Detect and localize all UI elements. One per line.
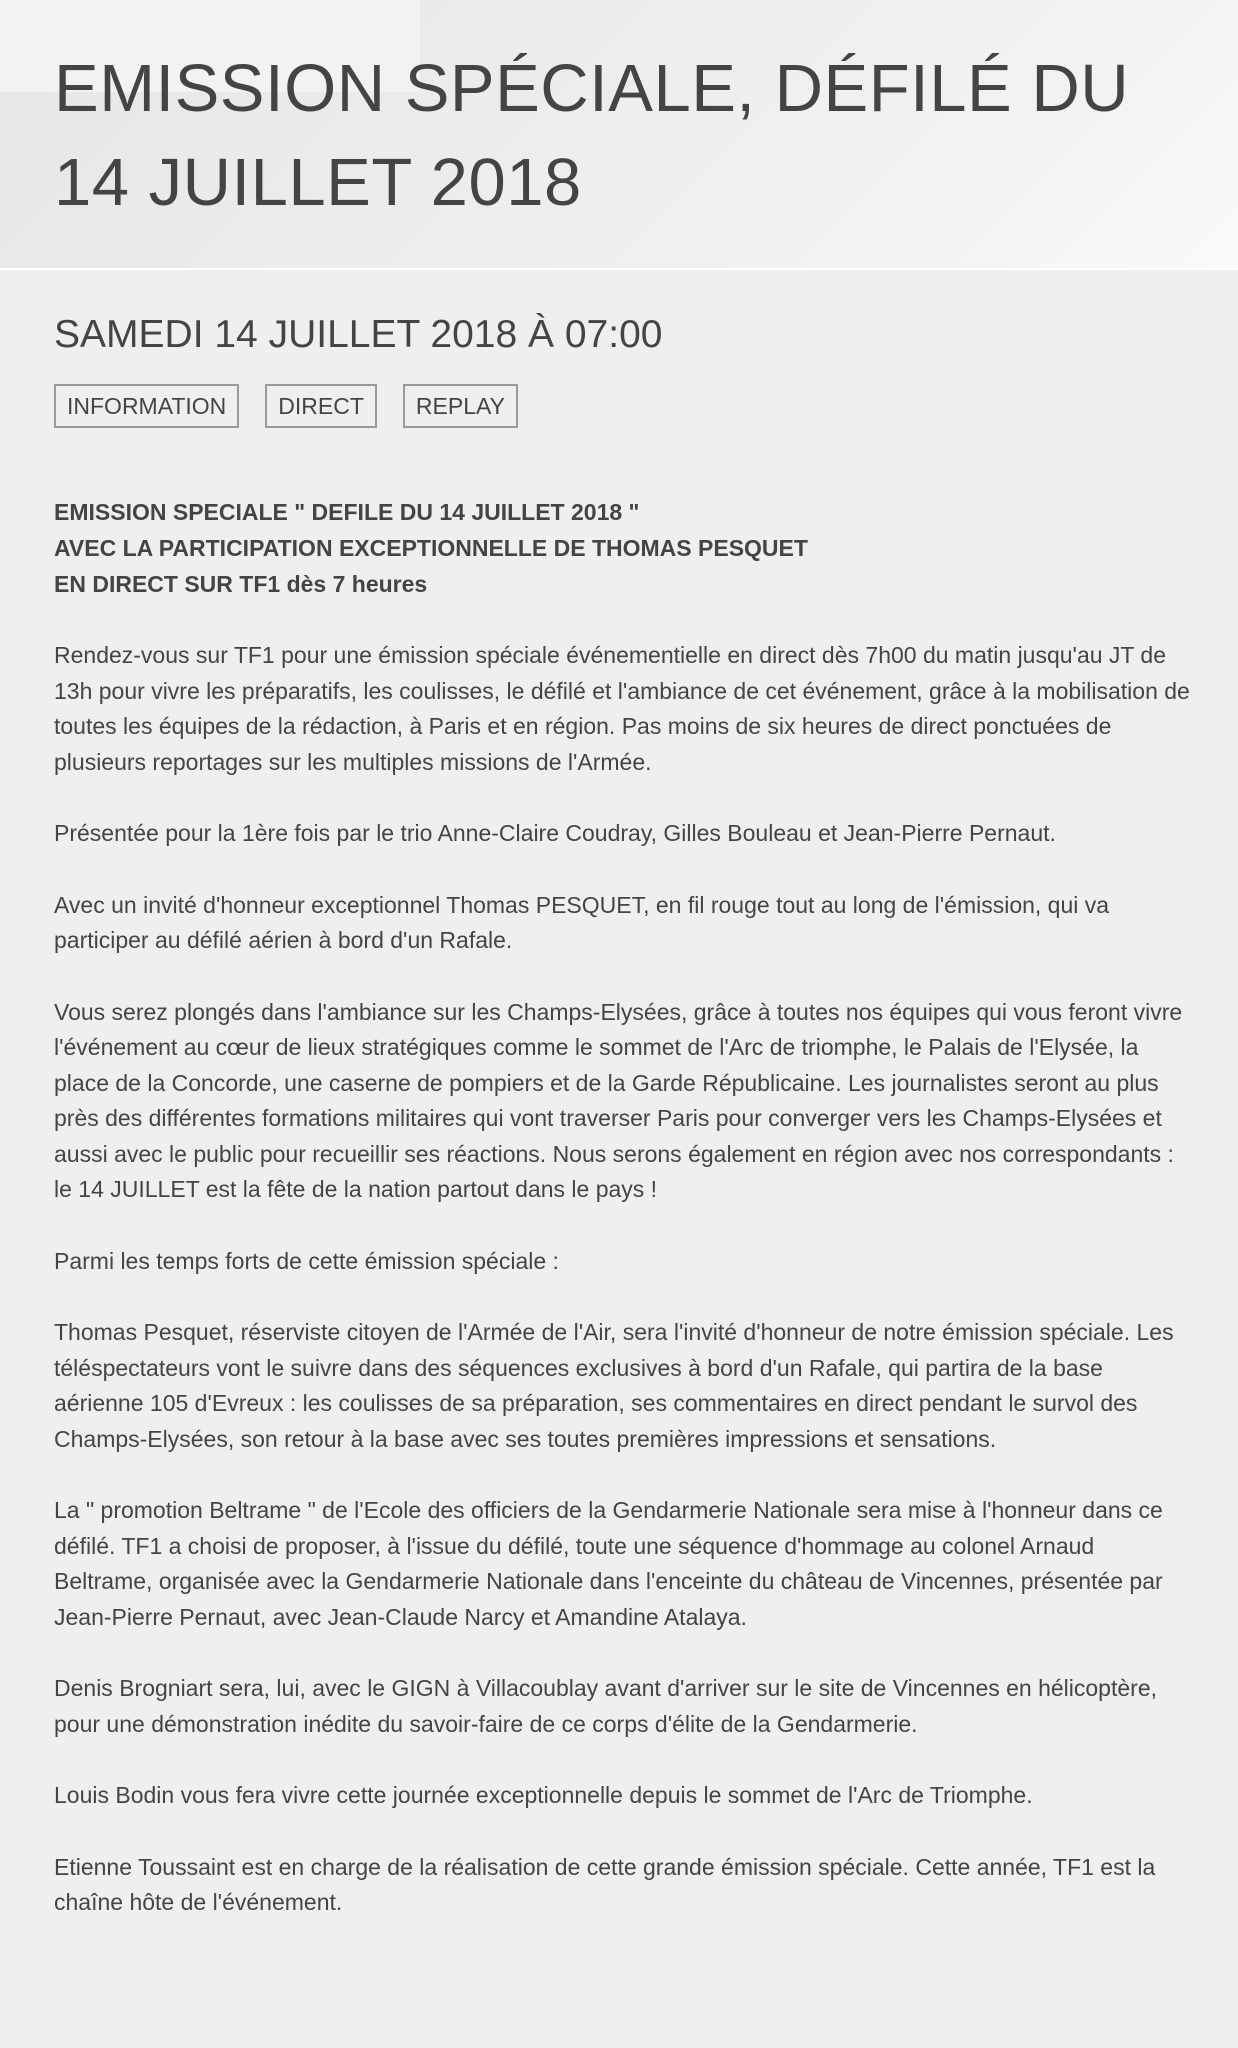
- paragraph-champs-elysees: Vous serez plongés dans l'ambiance sur les Champs-Elysées, grâce à toutes nos équipes qui vous feront vivre l'événement au cœur de lieux stratégiques comme le sommet de l'Arc de triomphe, le Palais de l'Elysée, la place de la Concorde, une caserne de pompiers et de la Garde Républicaine. Les journalistes seront au plus près des différentes formations militaires qui vont traverser Paris pour converger vers les Champs-Elysées et aussi avec le public pour recueillir ses réactions. Nous serons également en région avec nos correspondants : le 14 JUILLET est la fête de la nation partout dans le pays !: [54, 998, 1183, 1202]
- page-header: [0, 0, 1238, 270]
- intro-line-3: EN DIRECT SUR TF1 dès 7 heures: [54, 571, 428, 597]
- page-title-line-2: 14 JUILLET 2018: [54, 145, 582, 220]
- paragraph-highlights-intro: Parmi les temps forts de cette émission spéciale :: [54, 1247, 559, 1274]
- paragraph-thomas-pesquet: Thomas Pesquet, réserviste citoyen de l'Armée de l'Air, sera l'invité d'honneur de notre émission spéciale. Les téléspectateurs vont le suivre dans des séquences exclusives à bord d'un Rafale, qui partira de la base aérienne 105 d'Evreux : les coulisses de sa préparation, ses commentaires en direct pendant le survol des Champs-Elysées, son retour à la base avec ses toutes premières impressions et sensations.: [54, 1319, 1174, 1452]
- intro-line-1: EMISSION SPECIALE " DEFILE DU 14 JUILLET 2018 ": [54, 499, 640, 525]
- tag-replay[interactable]: REPLAY: [403, 384, 518, 428]
- main-content: [54, 300, 1194, 1921]
- page-title: [54, 42, 1174, 230]
- tag-list: [54, 384, 1194, 428]
- paragraph-presenters: Présentée pour la 1ère fois par le trio Anne-Claire Coudray, Gilles Bouleau et Jean-Pierre Pernaut.: [54, 820, 1056, 846]
- intro-heading: [54, 494, 1194, 602]
- page-title-line-1: EMISSION SPÉCIALE, DÉFILÉ DU: [54, 51, 1130, 126]
- paragraph-guest-of-honor: Avec un invité d'honneur exceptionnel Thomas PESQUET, en fil rouge tout au long de l'émission, qui va participer au défilé aérien à bord d'un Rafale.: [54, 891, 1110, 953]
- tag-information[interactable]: INFORMATION: [54, 384, 239, 428]
- tag-direct[interactable]: DIRECT: [265, 384, 377, 428]
- paragraph-denis-brogniart: Denis Brogniart sera, lui, avec le GIGN à Villacoublay avant d'arriver sur le site de Vincennes en hélicoptère, pour une démonstration inédite du savoir-faire de ce corps d'élite de la Gendarmerie.: [54, 1675, 1158, 1737]
- paragraph-promotion-beltrame: La " promotion Beltrame " de l'Ecole des officiers de la Gendarmerie Nationale sera mise à l'honneur dans ce défilé. TF1 a choisi de proposer, à l'issue du défilé, toute une séquence d'hommage au colonel Arnaud Beltrame, organisée avec la Gendarmerie Nationale dans l'enceinte du château de Vincennes, présentée par Jean-Pierre Pernaut, avec Jean-Claude Narcy et Amandine Atalaya.: [54, 1497, 1163, 1630]
- paragraph-louis-bodin: Louis Bodin vous fera vivre cette journée exceptionnelle depuis le sommet de l'Arc de Triomphe.: [54, 1782, 1033, 1808]
- intro-line-2: AVEC LA PARTICIPATION EXCEPTIONNELLE DE THOMAS PESQUET: [54, 535, 808, 561]
- paragraph-etienne-toussaint: Etienne Toussaint est en charge de la réalisation de cette grande émission spéciale. Cette année, TF1 est la chaîne hôte de l'événement.: [54, 1853, 1156, 1915]
- paragraph-program-overview: Rendez-vous sur TF1 pour une émission spéciale événementielle en direct dès 7h00 du matin jusqu'au JT de 13h pour vivre les préparatifs, les coulisses, le défilé et l'ambiance de cet événement, grâce à la mobilisation de toutes les équipes de la rédaction, à Paris et en région. Pas moins de six heures de direct ponctuées de plusieurs reportages sur les multiples missions de l'Armée.: [54, 642, 1190, 775]
- broadcast-datetime: SAMEDI 14 JUILLET 2018 À 07:00: [54, 313, 663, 356]
